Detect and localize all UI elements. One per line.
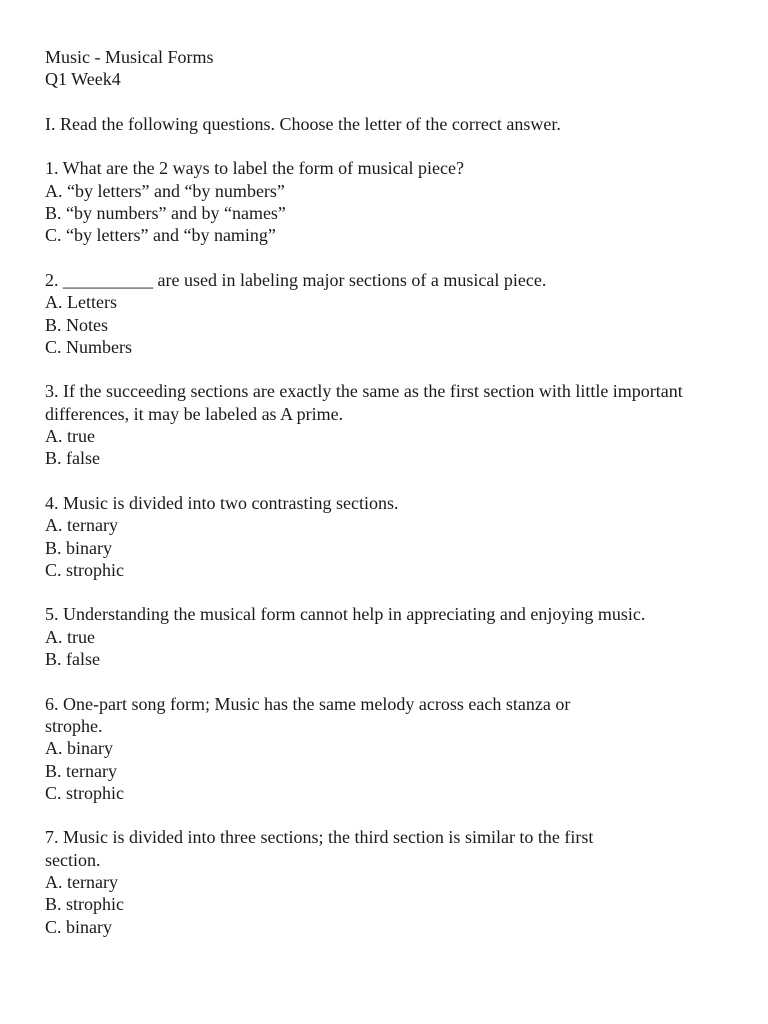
option-b: B. Notes: [45, 314, 108, 335]
option-b: B. “by numbers” and by “names”: [45, 203, 286, 224]
instructions: I. Read the following questions. Choose the letter of the correct answer.: [45, 113, 561, 134]
spacer: [45, 91, 735, 113]
option-c: C. strophic: [45, 559, 124, 580]
option-b: B. ternary: [45, 760, 117, 781]
question-text-line-2: differences, it may be labeled as A prime.: [45, 403, 344, 424]
option-a: A. ternary: [45, 871, 118, 892]
spacer: [45, 135, 735, 157]
question-7: [45, 826, 735, 937]
question-2: [45, 269, 735, 358]
question-text-line-1: 7. Music is divided into three sections; the third section is similar to the first: [45, 827, 594, 848]
document-subtitle: Q1 Week4: [45, 69, 121, 90]
option-c: C. strophic: [45, 782, 124, 803]
document-title: Music - Musical Forms: [45, 47, 214, 67]
spacer: [45, 470, 735, 492]
question-5: [45, 603, 735, 670]
question-4: [45, 492, 735, 581]
option-a: A. ternary: [45, 515, 118, 536]
option-a: A. true: [45, 426, 95, 447]
question-text-line-1: 6. One-part song form; Music has the same melody across each stanza or: [45, 693, 571, 714]
question-6: [45, 693, 735, 804]
question-text-line-2: strophe.: [45, 715, 103, 736]
option-c: C. binary: [45, 916, 112, 937]
question-text-line-2: section.: [45, 849, 101, 870]
spacer: [45, 804, 735, 826]
option-a: A. binary: [45, 738, 113, 759]
option-c: C. Numbers: [45, 336, 132, 357]
option-b: B. false: [45, 649, 100, 670]
spacer: [45, 670, 735, 692]
question-text: 2. __________ are used in labeling major sections of a musical piece.: [45, 269, 547, 290]
option-a: A. true: [45, 626, 95, 647]
spacer: [45, 581, 735, 603]
spacer: [45, 247, 735, 269]
option-b: B. false: [45, 448, 100, 469]
option-b: B. strophic: [45, 894, 124, 915]
option-a: A. Letters: [45, 292, 117, 313]
option-b: B. binary: [45, 537, 112, 558]
option-c: C. “by letters” and “by naming”: [45, 225, 276, 246]
worksheet-page: [45, 46, 735, 938]
question-text: 4. Music is divided into two contrasting sections.: [45, 492, 399, 513]
question-text-line-1: 3. If the succeeding sections are exactly the same as the first section with little important: [45, 381, 683, 402]
question-1: [45, 157, 735, 246]
question-text: 1. What are the 2 ways to label the form of musical piece?: [45, 158, 465, 179]
question-text: 5. Understanding the musical form cannot help in appreciating and enjoying music.: [45, 604, 646, 625]
option-a: A. “by letters” and “by numbers”: [45, 180, 285, 201]
spacer: [45, 358, 735, 380]
question-3: [45, 380, 735, 469]
